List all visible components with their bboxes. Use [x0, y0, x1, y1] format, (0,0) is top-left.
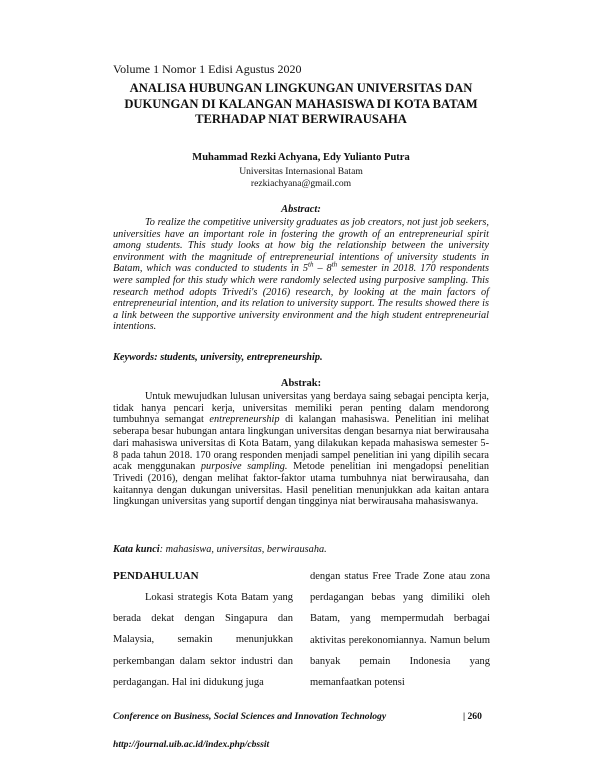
footer-page-number: | 260: [463, 711, 482, 722]
abstrak-text-3: Metode penelitian ini mengadopsi penelitian Trivedi (2016), dengan melihat faktor-faktor utama tumbuhnya niat berwirausaha, dan kaitannya dengan dukungan universitas. Hasil penelitian menunjukkan ada kaitan antara lingkungan universitas yang suportif dengan tingginya niat berwirausaha mahasiswanya.: [113, 461, 489, 508]
abstrak-heading-text: Abstrak: [280, 378, 318, 389]
abstract-heading-text: Abstract: [281, 204, 318, 215]
affiliation-block: [113, 166, 489, 190]
abstract-heading: Abstract:: [281, 204, 321, 215]
abstrak-text-2: di kalangan mahasiswa. Penelitian ini melihat seberapa besar hubungan antara lingkungan universitas dengan besarnya niat berwirausaha dari mahasiswa universitas di Kota Batam, yang dilakukan kepada mahasiswa semester 5-8 pada tahun 2018. 170 orang responden menjadi sampel penelitian ini yang dipilih secara acak menggunakan: [113, 414, 489, 473]
section-heading-pendahuluan: PENDAHULUAN: [113, 570, 199, 582]
abstrak-heading: Abstrak:: [280, 378, 322, 389]
title-line-1: ANALISA HUBUNGAN LINGKUNGAN UNIVERSITAS DAN: [129, 81, 473, 95]
kata-kunci-values: : mahasiswa, universitas, berwirausaha.: [159, 544, 327, 555]
email: rezkiachyana@gmail.com: [250, 178, 352, 189]
affiliation: Universitas Internasional Batam: [239, 166, 363, 177]
kata-kunci-label: Kata kunci: [113, 544, 160, 555]
kata-kunci: [113, 544, 489, 555]
abstract-body: [113, 217, 489, 333]
abstrak-italic-1: entrepreneurship: [209, 414, 280, 426]
volume-header: Volume 1 Nomor 1 Edisi Agustus 2020: [113, 62, 302, 76]
title-line-3: TERHADAP NIAT BERWIRAUSAHA: [195, 112, 407, 126]
abstract-text-1: To realize the competitive university graduates as job creators, not just job seekers, universities have an important role in fostering the growth of an entrepreneurial spirit among students. This study looks at how big the relationship between the university environment with the magnitude of entrepreneurial intentions of university students in Batam, which was conducted to students in 5: [113, 217, 489, 275]
authors: Muhammad Rezki Achyana, Edy Yulianto Putra: [192, 152, 410, 163]
footer-url[interactable]: http://journal.uib.ac.id/index.php/cbssit: [113, 739, 270, 750]
abstract-text-2: – 8: [313, 263, 332, 275]
abstrak-italic-2: purposive sampling.: [200, 461, 288, 473]
abstrak-body: [113, 391, 489, 508]
paper-title: [113, 81, 489, 128]
superscript-th-2: th: [331, 260, 338, 269]
abstrak-text-1: Untuk mewujudkan lulusan universitas yang berdaya saing sebagai pencipta kerja, tidak hanya pencari kerja, universitas memiliki peran penting dalam mendorong tumbuhnya semangat: [113, 391, 489, 426]
keywords: Keywords: students, university, entrepreneurship.: [113, 352, 323, 363]
intro-column-2: dengan status Free Trade Zone atau zona perdagangan bebas yang dimiliki oleh Batam, yang mempermudah berbagai aktivitas perekonomiannya. Namun belum banyak pemain Indonesia yang memanfaatkan potensi: [310, 571, 490, 689]
abstract-text-3: semester in 2018. 170 respondents were sampled for this study which were randomly selected using purposive sampling. This research method adopts Trivedi's (2016) research, by looking at the main factors of entrepreneurial intention, and its relation to university support. The results showed there is a link between the supportive university environment and the high student entrepreneurial intentions.: [113, 263, 489, 333]
title-line-2: DUKUNGAN DI KALANGAN MAHASISWA DI KOTA BATAM: [124, 96, 478, 111]
intro-column-1: Lokasi strategis Kota Batam yang berada dekat dengan Singapura dan Malaysia, semakin menunjukkan perkembangan dalam sektor industri dan perdagangan. Hal ini didukung juga: [113, 592, 293, 688]
footer-conference: Conference on Business, Social Sciences and Innovation Technology: [113, 711, 387, 722]
superscript-th-1: th: [308, 260, 314, 269]
